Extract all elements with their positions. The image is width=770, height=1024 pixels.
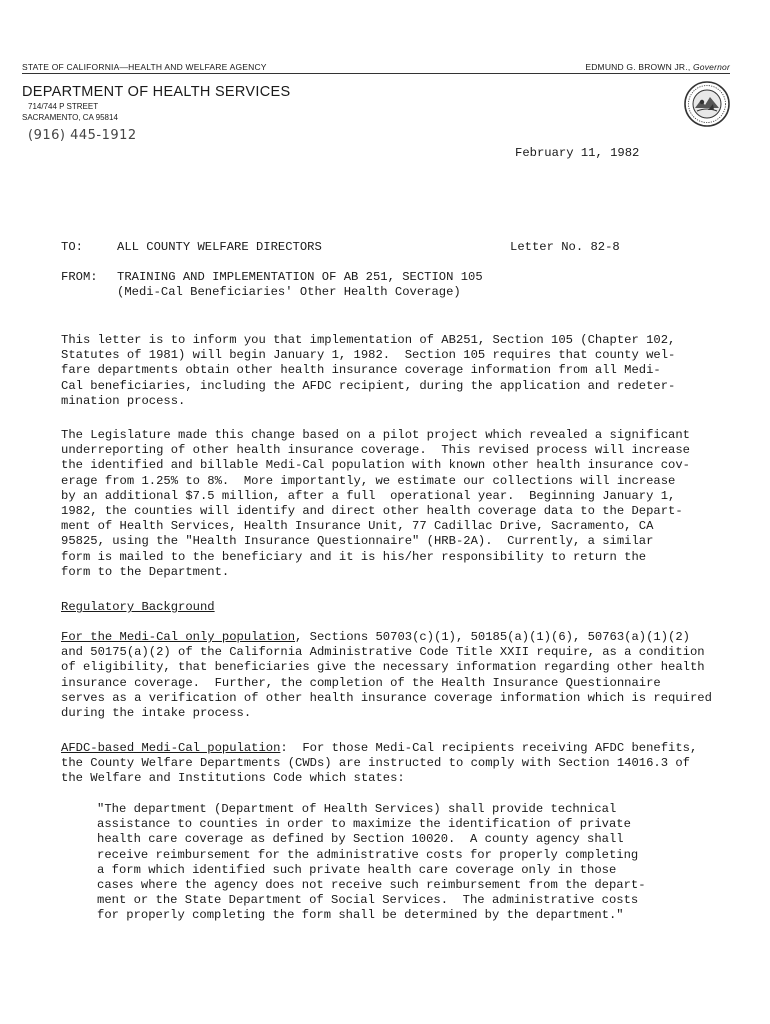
paragraph-medi-cal-only	[61, 630, 712, 721]
state-agency-line: STATE OF CALIFORNIA—HEALTH AND WELFARE AGENCY	[22, 62, 267, 72]
phone-number: (916) 445-1912	[28, 128, 137, 143]
afdc-based-text: : For those Medi-Cal recipients receiving AFDC benefits, the County Welfare Departments (CWDs) are instructed to comply with Section 14016.3 of the Welfare and Institutions Code which states:	[61, 741, 698, 786]
medi-cal-only-text: , Sections 50703(c)(1), 50185(a)(1)(6), 50763(a)(1)(2) and 50175(a)(2) of the California Administrative Code Title XXII require, as a condition of eligibility, that beneficiaries give the necessary information regarding other health insurance coverage. Further, the completion of the Health Insurance Questionnaire serves as a verification of other health insurance coverage information which is required during the intake process.	[61, 630, 712, 721]
to-label: TO:	[61, 240, 83, 254]
from-label: FROM:	[61, 270, 98, 284]
paragraph-intro: This letter is to inform you that implementation of AB251, Section 105 (Chapter 102, Statutes of 1981) will begin January 1, 1982. Section 105 requires that county wel- fare departments obtain other health insurance coverage information from all Medi- Cal beneficiaries, including the AFDC recipient, during the application and redeter- mination process.	[61, 333, 676, 408]
statute-quote: "The department (Department of Health Services) shall provide technical assistance to counties in order to maximize the identification of private health care coverage as defined by Section 10020. A county agency shall receive reimbursement for the administrative costs for properly completing a form which identified such private health care coverage only in those cases where the agency does not receive such reimbursement from the depart- ment or the State Department of Social Services. The administrative costs for properly completing the form shall be determined by the department."	[97, 802, 646, 923]
paragraph-legislature: The Legislature made this change based on a pilot project which revealed a significant underreporting of other health insurance coverage. This revised process will increase the identified and billable Medi-Cal population with known other health insurance cov- erage from 1.25% to 8%. More importantly, we estimate our collections will increase by an additional $7.5 million, after a full operational year. Beginning January 1, 1982, the counties will identify and direct other health coverage data to the Depart- ment of Health Services, Health Insurance Unit, 77 Cadillac Drive, Sacramento, CA 95825, using the "Health Insurance Questionnaire" (HRB-2A). Currently, a similar form is mailed to the beneficiary and it is his/her responsibility to return the form to the Department.	[61, 428, 690, 579]
department-name: DEPARTMENT OF HEALTH SERVICES	[22, 84, 291, 100]
address-line-1: 714/744 P STREET	[28, 102, 99, 111]
letterhead-divider	[22, 73, 730, 74]
to-recipient: ALL COUNTY WELFARE DIRECTORS	[117, 240, 322, 254]
address-line-2: SACRAMENTO, CA 95814	[22, 113, 118, 122]
state-seal-icon	[683, 80, 731, 128]
section-heading-regulatory-background: Regulatory Background	[61, 600, 215, 614]
governor-line	[585, 62, 730, 72]
from-subject: TRAINING AND IMPLEMENTATION OF AB 251, SECTION 105 (Medi-Cal Beneficiaries' Other Health Coverage)	[117, 270, 483, 300]
afdc-based-lead: AFDC-based Medi-Cal population	[61, 741, 281, 755]
governor-name: EDMUND G. BROWN JR.,	[585, 62, 691, 72]
governor-title: Governor	[692, 62, 730, 72]
paragraph-afdc-based	[61, 741, 697, 787]
letter-date: February 11, 1982	[515, 146, 640, 160]
letter-number: Letter No. 82-8	[510, 240, 620, 254]
medi-cal-only-lead: For the Medi-Cal only population	[61, 630, 296, 644]
